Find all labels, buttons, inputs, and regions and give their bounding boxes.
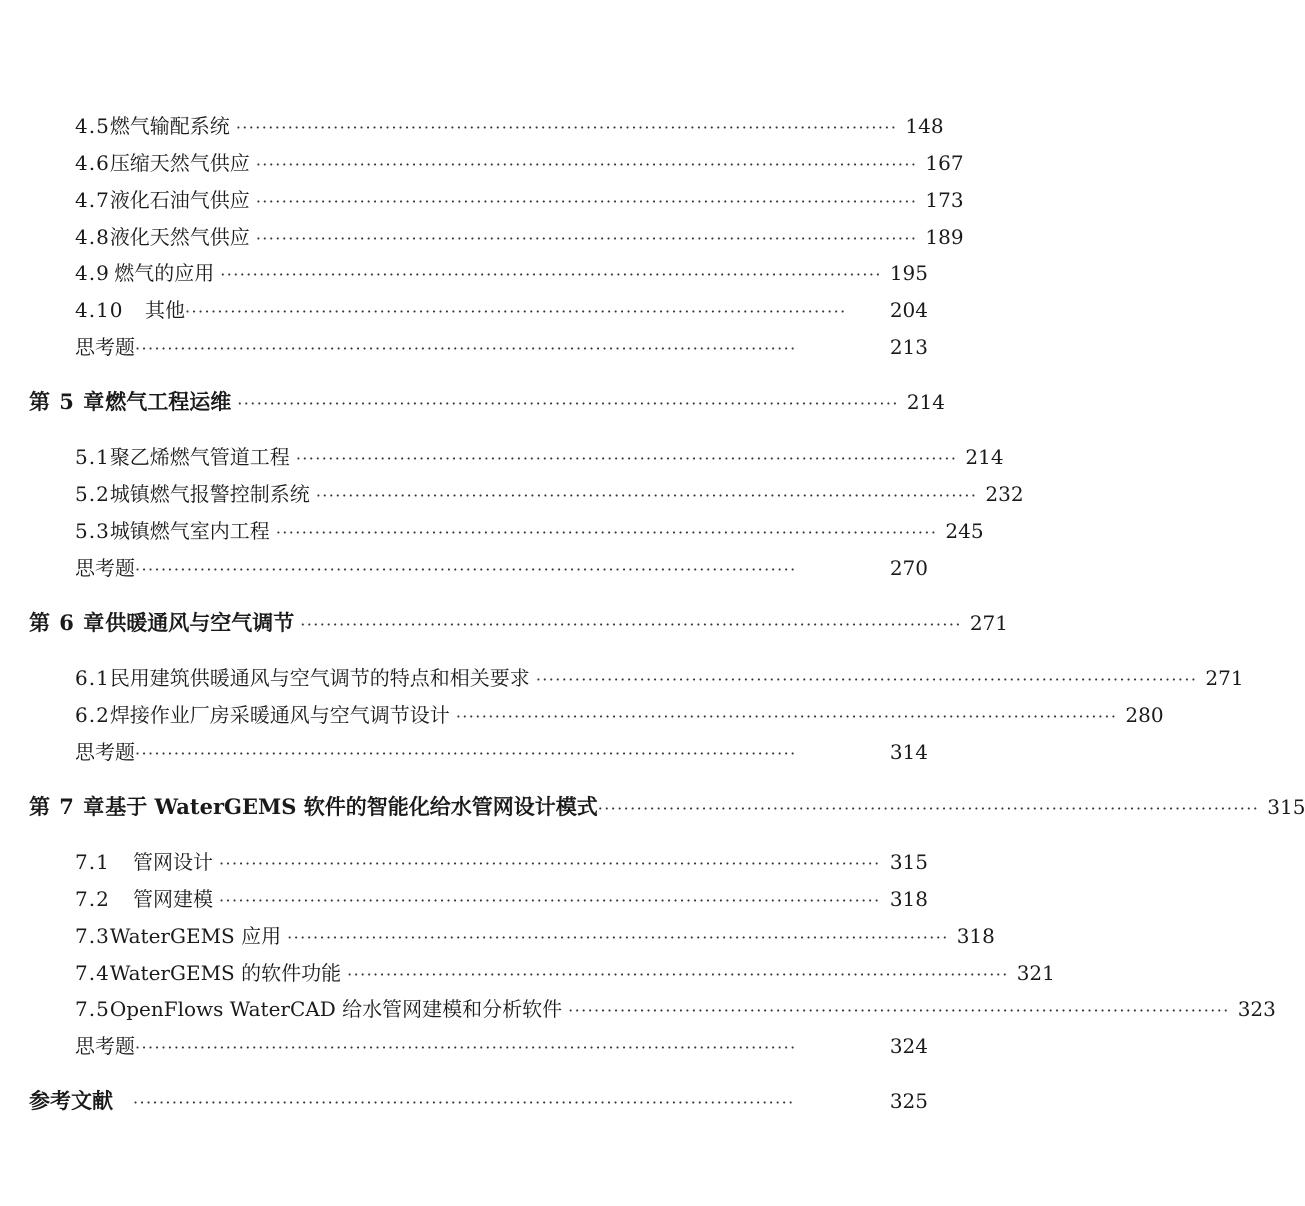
dot-leader: ······································································································ <box>237 394 899 413</box>
page-number: 323 <box>1237 997 1276 1021</box>
page-number: 315 <box>889 850 928 874</box>
dot-leader: ······································································································ <box>185 302 847 321</box>
toc-chapter-7[interactable] <box>29 794 1305 820</box>
dot-leader: ······································································································ <box>568 1001 1230 1020</box>
dot-leader: ······································································································ <box>135 1038 797 1057</box>
chapter-number: 第 7 章 <box>29 794 106 819</box>
toc-entry-4-7[interactable] <box>75 187 964 213</box>
section-number: 4.10 <box>75 298 124 322</box>
toc-entry-5-3[interactable] <box>75 518 984 544</box>
section-title: WaterGEMS 应用 <box>109 924 282 948</box>
toc-entry-4-6[interactable] <box>75 150 964 176</box>
dot-leader: ······································································································ <box>135 744 797 763</box>
section-title: 城镇燃气室内工程 <box>109 519 270 543</box>
dot-leader: ······································································································ <box>255 155 918 174</box>
toc-chapter-5[interactable] <box>29 389 945 415</box>
dot-leader: ······································································································ <box>455 707 1118 726</box>
page-number: 173 <box>925 188 964 212</box>
toc-entry-questions-ch7[interactable] <box>75 1033 928 1059</box>
dot-leader: ······································································································ <box>220 265 882 284</box>
toc-entry-5-2[interactable] <box>75 481 1024 507</box>
toc-entry-7-4[interactable] <box>75 960 1055 986</box>
section-number: 7.5 <box>75 997 110 1021</box>
section-number: 4.6 <box>75 151 110 175</box>
section-number: 7.3 <box>75 924 110 948</box>
page-number: 232 <box>985 482 1024 506</box>
section-title: 聚乙烯燃气管道工程 <box>109 445 290 469</box>
section-title: 其他 <box>145 298 185 322</box>
dot-leader: ······································································································ <box>135 339 797 358</box>
page-number: 214 <box>965 445 1004 469</box>
dot-leader: ······································································································ <box>287 928 949 947</box>
toc-entry-4-9[interactable] <box>75 260 928 286</box>
page-number: 245 <box>945 519 984 543</box>
page-number: 270 <box>889 556 928 580</box>
chapter-title: 供暖通风与空气调节 <box>105 610 295 635</box>
dot-leader: ······································································································ <box>597 799 1260 818</box>
chapter-title: 参考文献 <box>29 1088 113 1113</box>
page-number: 214 <box>906 390 945 414</box>
section-title: 管网设计 <box>133 850 213 874</box>
section-number: 6.2 <box>75 703 110 727</box>
page-number: 280 <box>1125 703 1164 727</box>
section-number: 4.5 <box>75 114 110 138</box>
toc-entry-7-3[interactable] <box>75 923 995 949</box>
section-title: 思考题 <box>75 1034 135 1058</box>
dot-leader: ······································································································ <box>535 670 1198 689</box>
section-title: 液化石油气供应 <box>109 188 250 212</box>
page-number: 195 <box>889 261 928 285</box>
section-number: 4.9 <box>75 261 110 285</box>
section-title: OpenFlows WaterCAD 给水管网建模和分析软件 <box>109 997 563 1021</box>
toc-entry-4-5[interactable] <box>75 113 944 139</box>
section-number: 7.4 <box>75 961 110 985</box>
dot-leader: ······································································································ <box>133 1093 795 1112</box>
page-number: 318 <box>889 887 928 911</box>
chapter-title: 基于 WaterGEMS 软件的智能化给水管网设计模式 <box>105 794 598 819</box>
toc-references[interactable] <box>29 1088 928 1114</box>
toc-entry-7-1[interactable] <box>75 849 928 875</box>
section-number: 5.1 <box>75 445 110 469</box>
section-title: 液化天然气供应 <box>109 225 250 249</box>
page-number: 271 <box>1205 666 1244 690</box>
toc-entry-4-10[interactable] <box>75 297 928 323</box>
chapter-number: 第 5 章 <box>29 389 106 414</box>
page-number: 204 <box>889 298 928 322</box>
page-number: 324 <box>889 1034 928 1058</box>
section-title: 思考题 <box>75 335 135 359</box>
dot-leader: ······································································································ <box>315 486 978 505</box>
toc-entry-questions-ch4[interactable] <box>75 334 928 360</box>
chapter-title: 燃气工程运维 <box>105 389 232 414</box>
page-number: 318 <box>956 924 995 948</box>
dot-leader: ······································································································ <box>135 560 797 579</box>
section-title: WaterGEMS 的软件功能 <box>109 961 342 985</box>
toc-entry-4-8[interactable] <box>75 224 964 250</box>
dot-leader: ······································································································ <box>300 615 962 634</box>
page-number: 321 <box>1016 961 1055 985</box>
dot-leader: ······································································································ <box>255 229 918 248</box>
toc-chapter-6[interactable] <box>29 610 1008 636</box>
section-number: 7.2 <box>75 887 110 911</box>
page-number: 189 <box>925 225 964 249</box>
toc-entry-6-2[interactable] <box>75 702 1164 728</box>
dot-leader: ······································································································ <box>219 891 881 910</box>
section-title: 思考题 <box>75 556 135 580</box>
page-number: 314 <box>889 740 928 764</box>
dot-leader: ······································································································ <box>347 965 1009 984</box>
toc-entry-questions-ch6[interactable] <box>75 739 928 765</box>
section-number: 5.3 <box>75 519 110 543</box>
chapter-number: 第 6 章 <box>29 610 106 635</box>
dot-leader: ······································································································ <box>295 449 958 468</box>
section-title: 城镇燃气报警控制系统 <box>109 482 310 506</box>
section-number: 4.8 <box>75 225 110 249</box>
section-number: 6.1 <box>75 666 110 690</box>
section-title: 焊接作业厂房采暖通风与空气调节设计 <box>109 703 450 727</box>
section-title: 燃气输配系统 <box>109 114 230 138</box>
section-title: 燃气的应用 <box>114 261 215 285</box>
section-title: 民用建筑供暖通风与空气调节的特点和相关要求 <box>109 666 530 690</box>
page-number: 213 <box>889 335 928 359</box>
section-title: 管网建模 <box>133 887 213 911</box>
toc-entry-5-1[interactable] <box>75 444 1004 470</box>
toc-entry-7-2[interactable] <box>75 886 928 912</box>
toc-entry-6-1[interactable] <box>75 665 1244 691</box>
page-number: 325 <box>889 1089 928 1113</box>
dot-leader: ······································································································ <box>219 854 881 873</box>
dot-leader: ······································································································ <box>255 192 918 211</box>
toc-entry-questions-ch5[interactable] <box>75 555 928 581</box>
dot-leader: ······································································································ <box>275 523 938 542</box>
page-number: 148 <box>905 114 944 138</box>
section-title: 思考题 <box>75 740 135 764</box>
page-number: 271 <box>969 611 1008 635</box>
section-number: 7.1 <box>75 850 110 874</box>
section-number: 4.7 <box>75 188 110 212</box>
page-number: 167 <box>925 151 964 175</box>
section-title: 压缩天然气供应 <box>109 151 250 175</box>
section-number: 5.2 <box>75 482 110 506</box>
toc-entry-7-5[interactable] <box>75 996 1276 1022</box>
dot-leader: ······································································································ <box>235 118 898 137</box>
page-number: 315 <box>1267 795 1305 819</box>
